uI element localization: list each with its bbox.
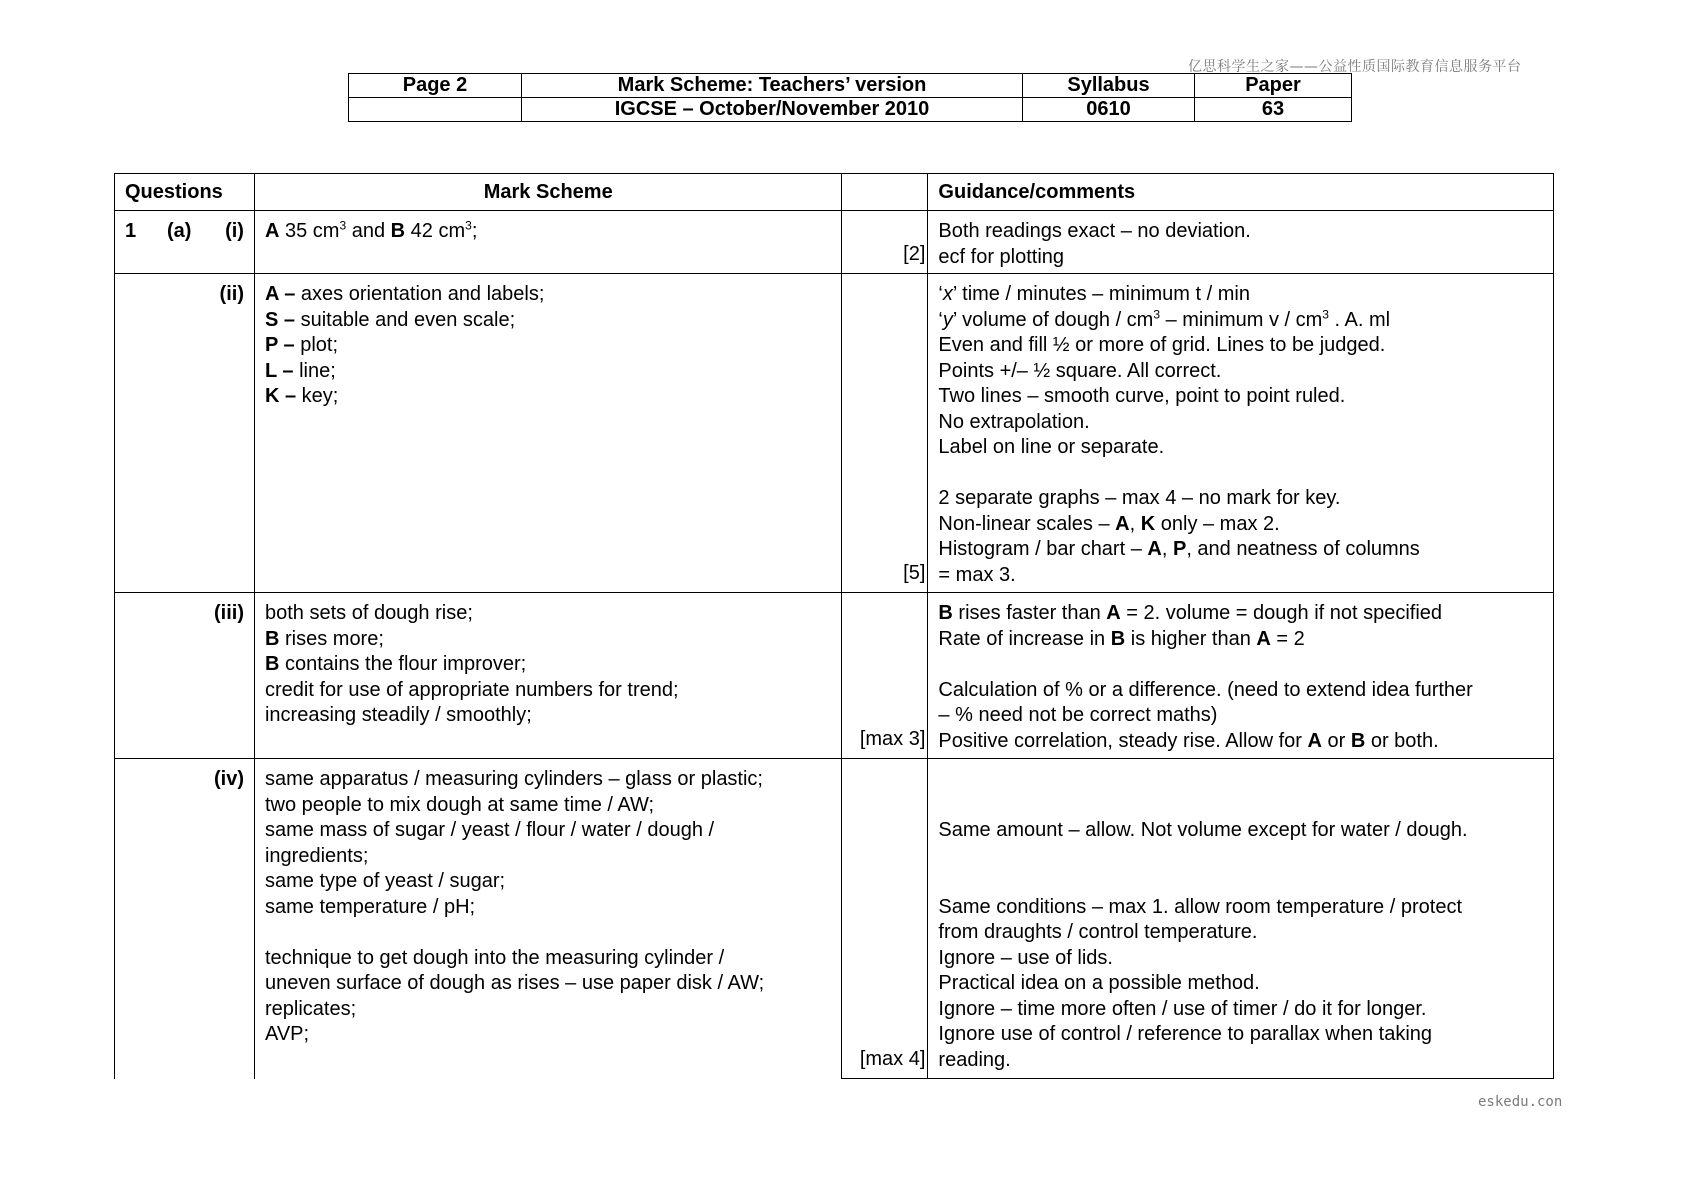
text-line: credit for use of appropriate numbers for trend; <box>264 678 679 701</box>
column-header-guidance: Guidance/comments <box>928 174 1554 211</box>
text-line: B contains the flour improver; <box>264 653 527 675</box>
text-line: No extrapolation. <box>938 410 1090 433</box>
text-line: ingredients; <box>264 844 369 867</box>
scheme-cell <box>254 274 841 593</box>
marks-cell: [max 3] <box>842 593 928 759</box>
text-line: Rate of increase in B is higher than A = 2 <box>938 627 1305 650</box>
marks-cell: [2] <box>842 211 928 274</box>
text-line: Ignore – use of lids. <box>938 946 1113 969</box>
text-line <box>938 844 1543 870</box>
scheme-cell <box>254 211 841 274</box>
text-line: Label on line or separate. <box>938 436 1165 458</box>
text-line <box>938 461 1543 487</box>
text-line: Both readings exact – no deviation. <box>938 220 1251 242</box>
syllabus-label: Syllabus <box>1023 74 1195 98</box>
text-line: Non-linear scales – A, K only – max 2. <box>938 512 1280 535</box>
text-line: both sets of dough rise; <box>264 602 473 624</box>
text-line: Points +/– ½ square. All correct. <box>938 359 1222 382</box>
header-empty-cell <box>349 98 522 122</box>
document-title: Mark Scheme: Teachers’ version <box>522 74 1023 98</box>
column-header-mark-scheme: Mark Scheme <box>254 174 841 211</box>
text-line: replicates; <box>264 997 357 1020</box>
text-line <box>938 869 1543 895</box>
criterion-line: L – line; <box>264 359 336 382</box>
text-line: Positive correlation, steady rise. Allow for A or B or both. <box>938 729 1439 752</box>
text-line: uneven surface of dough as rises – use paper disk / AW; <box>264 972 765 994</box>
text-line: Practical idea on a possible method. <box>938 972 1260 994</box>
document-subtitle: IGCSE – October/November 2010 <box>522 98 1023 122</box>
question-cell <box>115 211 255 274</box>
question-cell <box>115 593 255 759</box>
text-line: same temperature / pH; <box>264 895 476 918</box>
question-subpart: (iii) <box>213 602 244 624</box>
table-row <box>115 211 1554 274</box>
text-line: Histogram / bar chart – A, P, and neatness of columns <box>938 538 1420 560</box>
text-line: Two lines – smooth curve, point to point ruled. <box>938 385 1346 407</box>
guidance-cell <box>928 759 1554 1079</box>
text-line: = max 3. <box>938 563 1016 586</box>
watermark-top: 亿思科学生之家——公益性质国际教育信息服务平台 <box>1188 59 1522 75</box>
text-line: ‘y’ volume of dough / $cm^3$ – minimum v / $cm^3$ . A. ml <box>938 306 1391 331</box>
column-header-marks <box>842 174 928 211</box>
text-line: increasing steadily / smoothly; <box>264 704 532 726</box>
question-subpart: (ii) <box>219 283 244 305</box>
paper-label: Paper <box>1195 74 1352 98</box>
criterion-code: S – <box>264 308 296 331</box>
text-line <box>938 767 1543 793</box>
question-subpart: (i) <box>225 220 244 242</box>
text-line: same type of yeast / sugar; <box>264 870 506 892</box>
text-line: from draughts / control temperature. <box>938 921 1258 943</box>
paper-value: 63 <box>1195 98 1352 122</box>
marks-cell: [5] <box>842 274 928 593</box>
text-line: ecf for plotting <box>938 245 1065 268</box>
criterion-line: K – key; <box>264 385 339 407</box>
text-line: Ignore – time more often / use of timer / do it for longer. <box>938 997 1427 1020</box>
text-line: B rises faster than A = 2. volume = dough if not specified <box>938 602 1443 624</box>
scheme-cell <box>254 759 841 1079</box>
text-line <box>938 652 1543 678</box>
guidance-cell <box>928 211 1554 274</box>
header-table <box>348 73 1352 122</box>
text-line: Same conditions – max 1. allow room temperature / protect <box>938 895 1462 918</box>
watermark-bottom: eskedu.con <box>1478 1094 1563 1110</box>
criterion-code: P – <box>264 334 295 356</box>
criterion-code: A – <box>264 283 296 305</box>
table-header-row <box>115 174 1554 211</box>
table-row <box>115 759 1554 1079</box>
text-line: – % need not be correct maths) <box>938 704 1218 726</box>
question-number: 1 <box>125 220 137 242</box>
text-line: Ignore use of control / reference to parallax when taking <box>938 1023 1433 1045</box>
criterion-code: L – <box>264 359 294 382</box>
text-line <box>265 920 831 946</box>
text-line: same apparatus / measuring cylinders – glass or plastic; <box>264 768 763 790</box>
text-line: technique to get dough into the measuring cylinder / <box>264 946 725 969</box>
text-line: reading. <box>938 1048 1011 1071</box>
table-row <box>115 274 1554 593</box>
criterion-line: S – suitable and even scale; <box>264 308 516 331</box>
marks-cell: [max 4] <box>842 759 928 1079</box>
guidance-cell <box>928 274 1554 593</box>
text-line: Calculation of % or a difference. (need to extend idea further <box>938 678 1473 701</box>
guidance-cell <box>928 593 1554 759</box>
scheme-line: A 35 $cm^3$ and B 42 $cm^3$; <box>264 218 478 242</box>
scheme-cell <box>254 593 841 759</box>
text-line: ‘x’ time / minutes – minimum t / min <box>938 283 1250 305</box>
text-line: same mass of sugar / yeast / flour / water / dough / <box>264 819 715 841</box>
question-cell <box>115 759 255 1079</box>
criterion-code: K – <box>264 385 297 407</box>
page-number: Page 2 <box>349 74 522 98</box>
text-line <box>938 793 1543 819</box>
question-cell <box>115 274 255 593</box>
question-part: (a) <box>167 220 192 242</box>
text-line: Even and fill ½ or more of grid. Lines to be judged. <box>938 334 1386 356</box>
mark-scheme-table <box>114 173 1554 1079</box>
question-subpart: (iv) <box>213 768 244 790</box>
text-line: Same amount – allow. Not volume except for water / dough. <box>938 819 1468 841</box>
text-line: AVP; <box>264 1023 310 1045</box>
text-line: B rises more; <box>264 627 384 650</box>
text-line: 2 separate graphs – max 4 – no mark for key. <box>938 487 1341 509</box>
syllabus-value: 0610 <box>1023 98 1195 122</box>
table-row <box>115 593 1554 759</box>
criterion-line: A – axes orientation and labels; <box>264 283 545 305</box>
criterion-line: P – plot; <box>264 334 339 356</box>
column-header-questions: Questions <box>115 174 255 211</box>
text-line: two people to mix dough at same time / AW; <box>264 793 655 816</box>
